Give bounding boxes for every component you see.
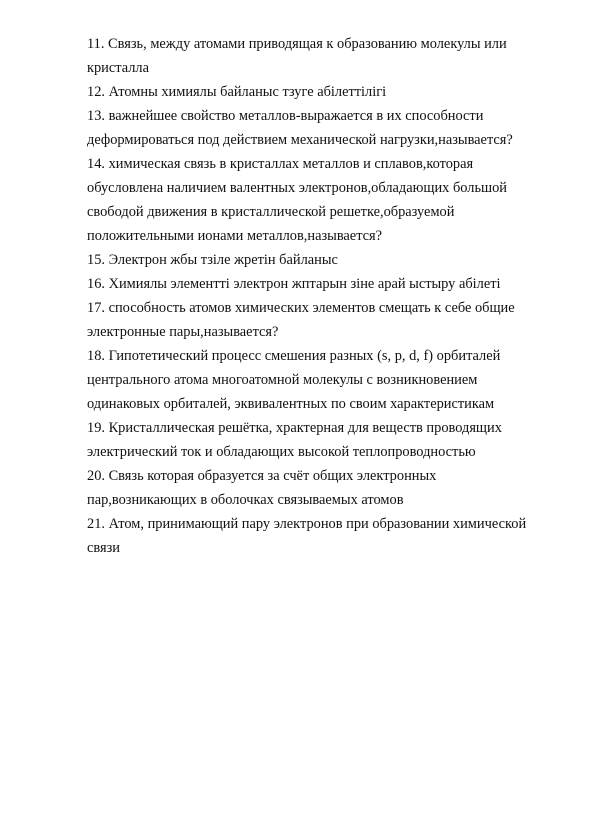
question-list	[87, 32, 527, 560]
text-line: 13. важнейшее свойство металлов-выражается в их способности	[87, 108, 484, 124]
text-line: положительными ионами металлов,называется?	[87, 228, 383, 244]
text-line: 20. Связь которая образуется за счёт общих электронных	[87, 468, 437, 484]
text-line: одинаковых орбиталей, эквивалентных по своим характеристикам	[87, 396, 495, 412]
text-line: электронные пары,называется?	[87, 324, 279, 340]
text-line: 21. Атом, принимающий пару электронов при образовании химической	[87, 516, 527, 532]
text-line: центрального атома многоатомной молекулы с возникновением	[87, 372, 478, 388]
text-line: 12. Атомны химиялы байланыс тзуге абілеттілігі	[87, 84, 387, 100]
text-line: кристалла	[87, 60, 150, 76]
text-line: 15. Электрон жбы тзіле жретін байланыс	[87, 252, 338, 268]
text-line: свободой движения в кристаллической решетке,образуемой	[87, 204, 455, 220]
text-line: обусловлена наличием валентных электронов,обладающих большой	[87, 180, 507, 196]
text-line: 14. химическая связь в кристаллах металлов и сплавов,которая	[87, 156, 474, 172]
text-line: электрический ток и обладающих высокой теплопроводностью	[87, 444, 476, 460]
text-line: связи	[87, 540, 120, 556]
text-line: 18. Гипотетический процесс смешения разных (s, p, d, f) орбиталей	[87, 348, 501, 364]
text-line: 16. Химиялы элементті электрон жптарын зіне арай ыстыру абілеті	[87, 276, 501, 292]
text-line: 19. Кристаллическая решётка, храктерная для веществ проводящих	[87, 420, 502, 436]
text-line: деформироваться под действием механической нагрузки,называется?	[87, 132, 513, 148]
text-line: пар,возникающих в оболочках связываемых атомов	[87, 492, 404, 508]
text-line: 17. способность атомов химических элементов смещать к себе общие	[87, 300, 515, 316]
text-line: 11. Связь, между атомами приводящая к образованию молекулы или	[87, 36, 507, 52]
